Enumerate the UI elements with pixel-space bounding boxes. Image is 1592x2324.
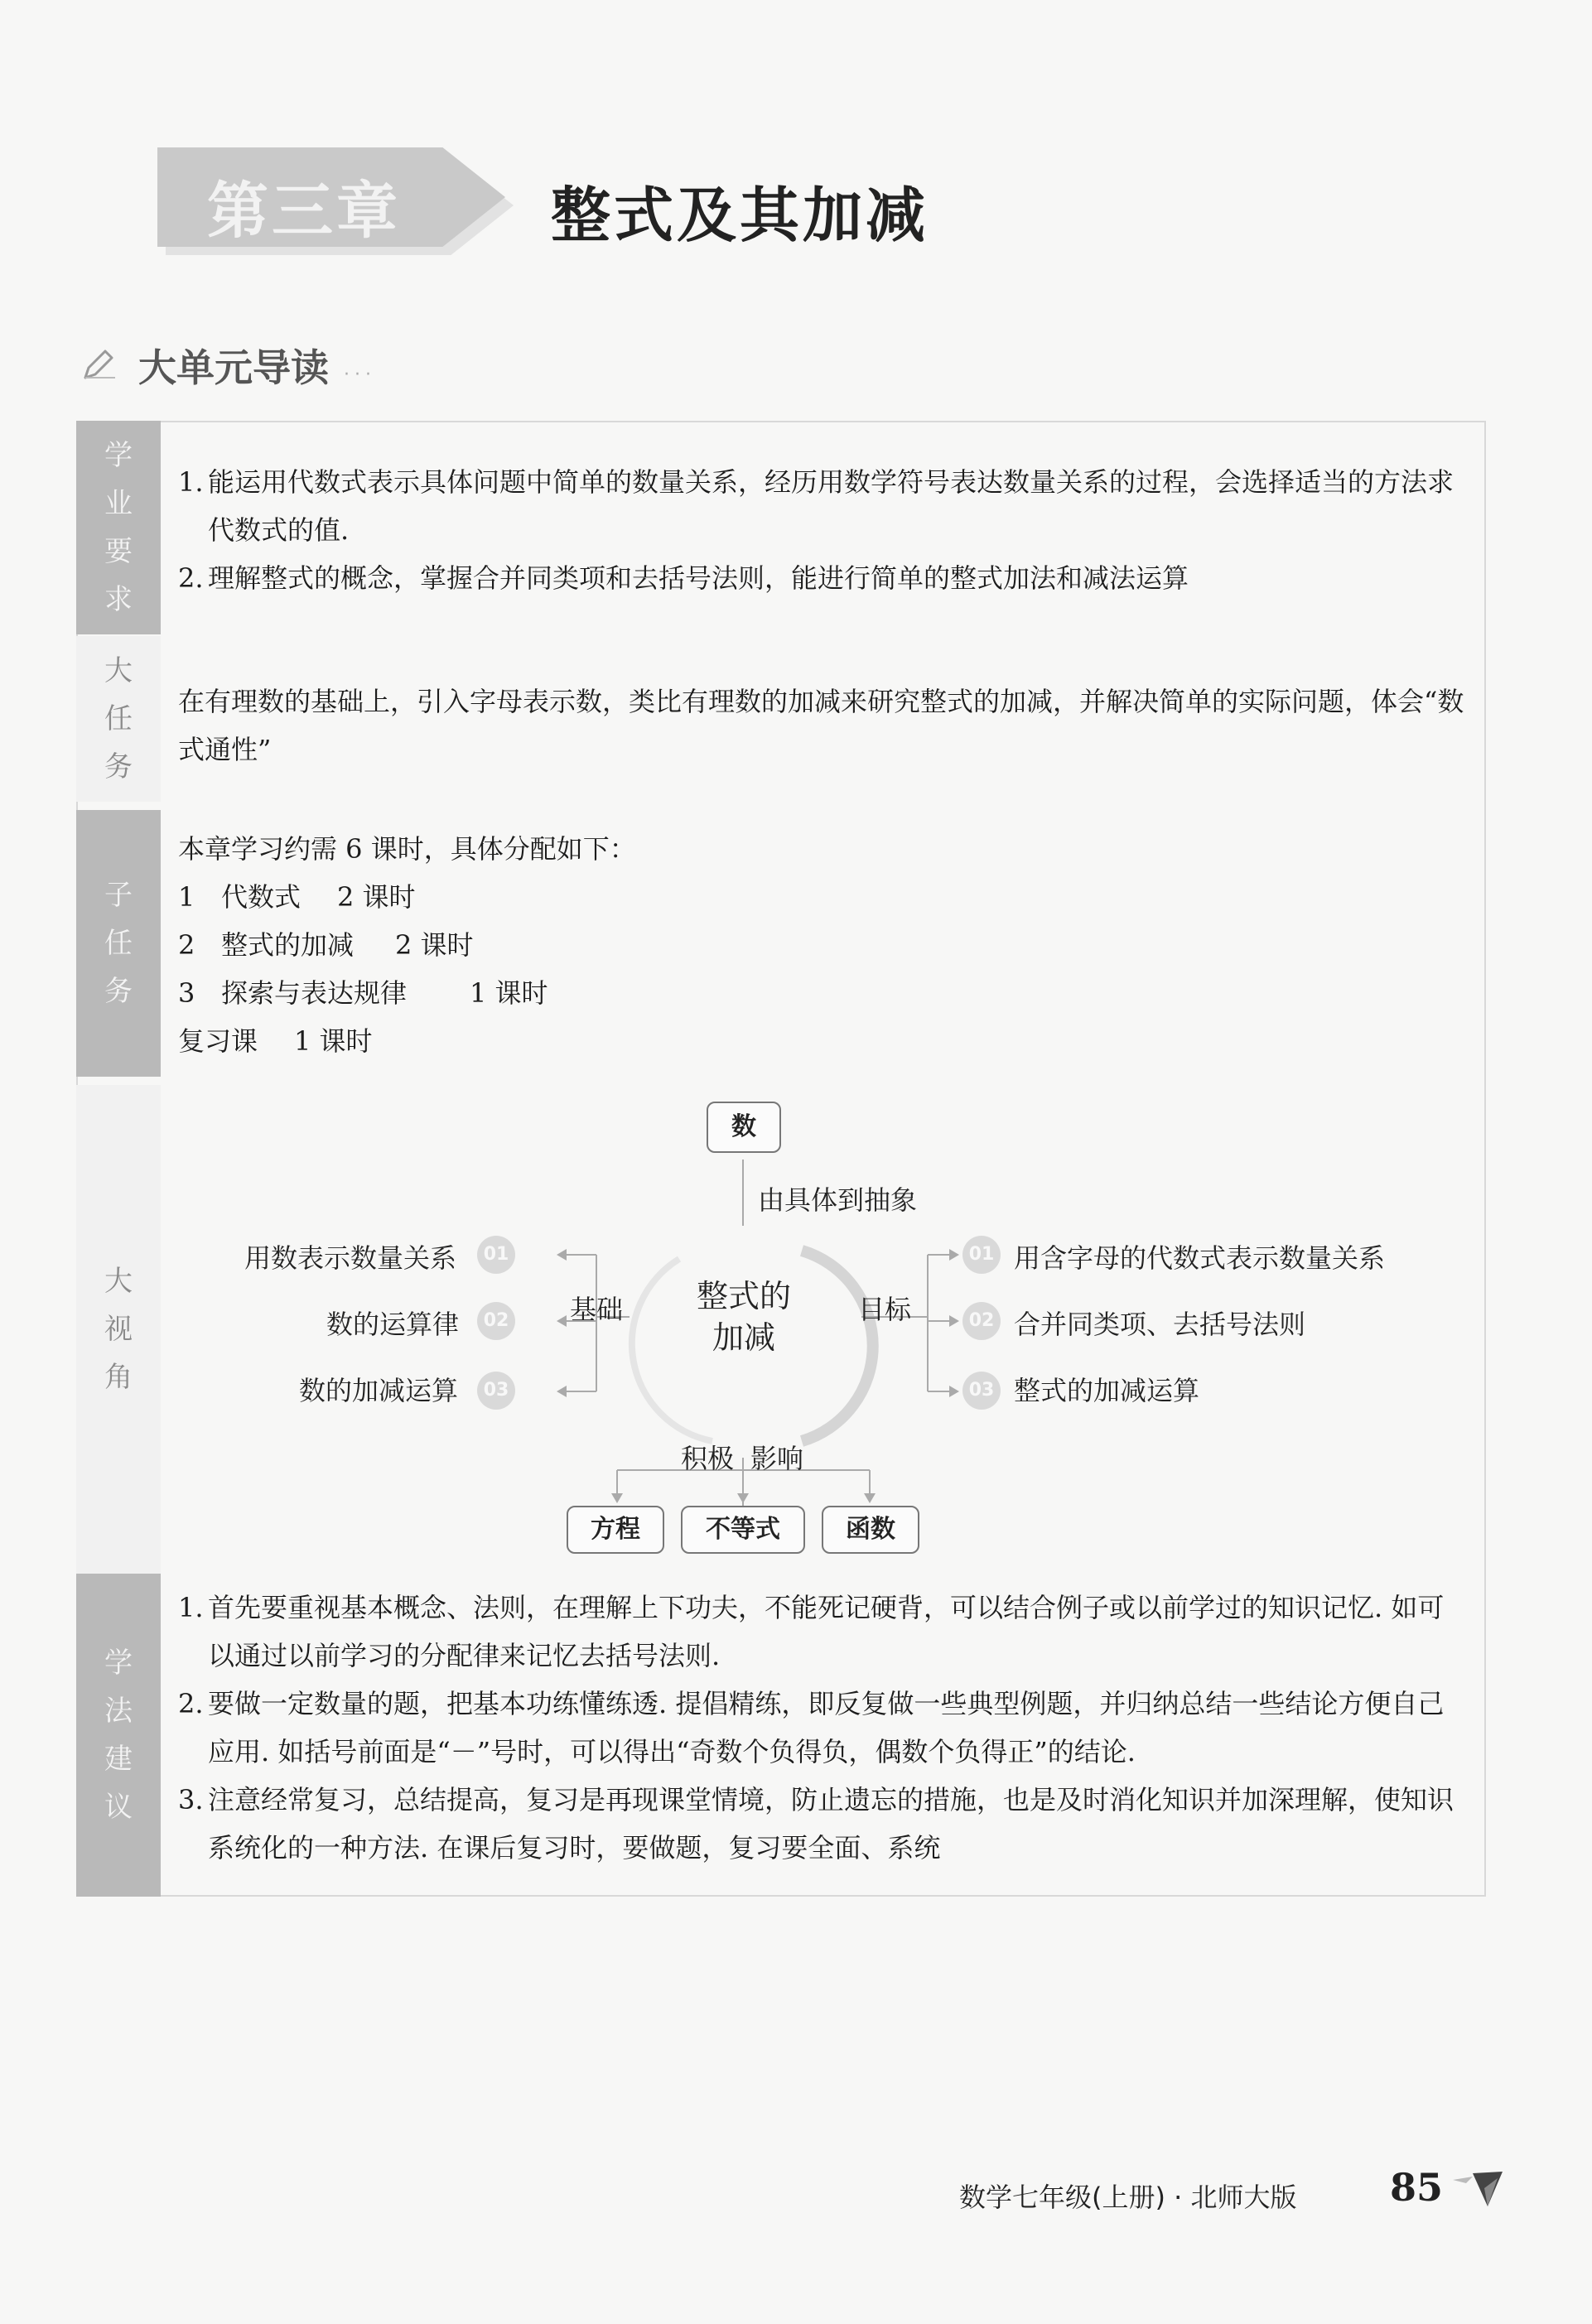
lesson-hours: 2 课时: [395, 929, 474, 961]
list-item: [178, 1680, 1470, 1776]
book-title: 数学七年级(上册) · 北师大版: [959, 2182, 1297, 2213]
bottom-box-equation: 方程: [567, 1506, 664, 1554]
label-char: 子: [104, 879, 133, 912]
item-number: 2.: [178, 1688, 204, 1719]
bottom-caption-right: 影响: [750, 1443, 804, 1474]
label-char: 求: [104, 583, 133, 616]
label-char: 建: [104, 1743, 133, 1776]
right-item: 整式的加减运算: [1014, 1375, 1200, 1406]
lesson-topic: 代数式: [221, 881, 302, 913]
right-caption: 目标: [858, 1294, 912, 1325]
label-char: 角: [104, 1361, 133, 1394]
label-char: 任: [104, 927, 133, 960]
lesson-hours: 2 课时: [337, 881, 416, 913]
lesson-number: 2: [178, 929, 195, 961]
label-char: 视: [104, 1313, 133, 1346]
number-badge: 02: [477, 1302, 515, 1340]
number-badge: 03: [962, 1372, 1001, 1410]
item-text: 理解整式的概念，掌握合并同类项和去括号法则，能进行简单的整式加法和减法运算: [208, 562, 1189, 594]
right-item: 用含字母的代数式表示数量关系: [1014, 1242, 1386, 1274]
lesson-hours: 1 课时: [294, 1025, 373, 1057]
item-number: 2.: [178, 562, 204, 594]
left-item: 数的加减运算: [299, 1375, 459, 1406]
lesson-number: 3: [178, 977, 195, 1009]
label-char: 大: [104, 1265, 133, 1298]
label-char: 任: [104, 702, 133, 735]
row-label-study-advice: [76, 1574, 161, 1897]
right-item: 合并同类项、去括号法则: [1014, 1309, 1306, 1340]
item-text: 能运用代数式表示具体问题中简单的数量关系，经历用数学符号表达数量关系的过程，会选择适当的方法求代数式的值.: [208, 466, 1455, 546]
number-badge: 03: [477, 1372, 515, 1410]
lesson-topic: 探索与表达规律: [221, 977, 408, 1009]
label-char: 法: [104, 1695, 133, 1728]
bottom-caption-left: 积极: [681, 1443, 735, 1474]
decorative-dots: ···: [344, 364, 376, 385]
left-item: 用数表示数量关系: [244, 1242, 457, 1274]
center-line: 加减: [712, 1319, 775, 1356]
item-number: 3.: [178, 1784, 204, 1815]
label-char: 务: [104, 750, 133, 784]
corner-arrow-icon: [1448, 2165, 1506, 2215]
item-text: 注意经常复习，总结提高，复习是再现课堂情境，防止遗忘的措施，也是及时消化知识并加深理解，使知识系统化的一种方法. 在课后复习时，要做题，复习要全面、系统: [208, 1784, 1455, 1864]
label-char: 学: [104, 439, 133, 472]
chapter-title: 整式及其加减: [551, 181, 929, 250]
number-badge: 01: [477, 1236, 515, 1274]
left-caption: 基础: [570, 1294, 624, 1325]
left-item: 数的运算律: [326, 1309, 460, 1340]
list-item: [178, 1584, 1470, 1680]
label-char: 议: [104, 1791, 133, 1824]
section-title: 大单元导读: [138, 345, 329, 390]
paragraph: 在有理数的基础上，引入字母表示数，类比有理数的加减来研究整式的加减，并解决简单的实际问题，体会“数式通性”: [178, 686, 1464, 765]
study-advice-text: [178, 1584, 1470, 1872]
number-badge: 02: [962, 1302, 1001, 1340]
item-number: 1.: [178, 1592, 204, 1623]
item-text: 要做一定数量的题，把基本功练懂练透. 提倡精练，即反复做一些典型例题，并归纳总结一些结论方便自己应用. 如括号前面是“－”号时，可以得出“奇数个负得负，偶数个负得正”的结论.: [208, 1688, 1445, 1767]
lesson-topic: 整式的加减: [221, 929, 355, 961]
center-line: 整式的: [696, 1278, 791, 1314]
number-badge: 01: [962, 1236, 1001, 1274]
label-char: 大: [104, 654, 133, 687]
label-char: 要: [104, 535, 133, 568]
center-concept: [678, 1275, 810, 1358]
label-char: 学: [104, 1647, 133, 1680]
top-concept-box: 数: [707, 1102, 781, 1153]
bottom-box-function: 函数: [822, 1506, 919, 1554]
lesson-number: 1: [178, 881, 195, 913]
lesson-hours: 1 课时: [470, 977, 548, 1009]
label-char: 务: [104, 975, 133, 1008]
label-char: 业: [104, 487, 133, 520]
chapter-label: 第三章: [207, 176, 401, 247]
item-text: 首先要重视基本概念、法则，在理解上下功夫，不能死记硬背，可以结合例子或以前学过的知识记忆. 如可以通过以前学习的分配律来记忆去括号法则.: [208, 1592, 1445, 1671]
schedule-intro: 本章学习约需 6 课时，具体分配如下：: [178, 833, 636, 865]
list-item: [178, 1776, 1470, 1872]
item-number: 1.: [178, 466, 204, 498]
lesson-topic: 复习课: [178, 1025, 258, 1057]
page-number: 85: [1390, 2165, 1444, 2210]
top-caption: 由具体到抽象: [758, 1184, 918, 1216]
bottom-box-inequality: 不等式: [681, 1506, 805, 1554]
